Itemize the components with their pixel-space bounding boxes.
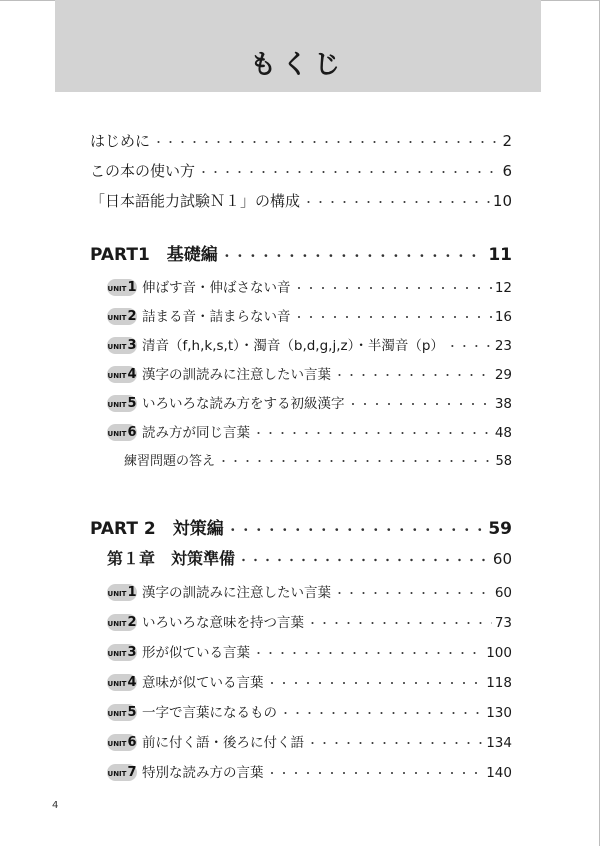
unit-badge-word: UNIT [107,401,127,409]
unit-badge-number: 3 [127,645,137,660]
leader-dots [253,422,492,446]
toc-entry-intro[interactable] [90,128,512,154]
unit-badge-number: 4 [127,367,137,382]
leader-dots [348,393,492,417]
unit-badge-word: UNIT [107,770,127,778]
unit-badge-number: 2 [127,309,137,324]
toc-entry-label: 一字で言葉になるもの [142,705,277,721]
unit-badge [107,366,137,383]
leader-dots [447,335,492,359]
toc-entry-page: 48 [494,425,512,441]
toc-entry-page: 118 [486,675,512,691]
unit-badge-number: 3 [127,338,137,353]
unit-badge-number: 5 [127,396,137,411]
toc-unit-entry[interactable] [107,641,512,665]
toc-part-heading[interactable] [90,515,512,543]
leader-dots [280,702,483,726]
toc-unit-entry[interactable] [107,363,512,387]
toc-entry-label: いろいろな読み方をする初級漢字 [142,396,345,412]
leader-dots [227,516,486,544]
toc-part-heading[interactable] [90,241,512,269]
unit-badge-word: UNIT [107,343,127,351]
toc-entry-page: 58 [495,454,512,469]
toc-entry-label: 伸ばす音・伸ばさない音 [142,280,291,296]
unit-badge [107,584,137,601]
toc-entry-exam-structure[interactable] [90,188,512,214]
toc-entry-page: 12 [494,280,512,296]
toc-unit-entry[interactable] [107,761,512,785]
toc-entry-how-to-use[interactable] [90,158,512,184]
toc-unit-entry[interactable] [107,334,512,358]
unit-badge-word: UNIT [107,680,127,688]
toc-entry-page: 73 [494,615,512,631]
toc-unit-entry[interactable] [107,421,512,445]
unit-badge [107,704,137,721]
unit-badge-word: UNIT [107,590,127,598]
unit-badge-number: 1 [127,585,137,600]
leader-dots [303,190,490,216]
unit-badge-word: UNIT [107,650,127,658]
toc-entry-page: 134 [486,735,512,751]
leader-dots [218,451,492,473]
toc-entry-answers[interactable] [124,451,512,473]
toc-entry-label: はじめに [90,132,151,150]
toc-unit-entry[interactable] [107,611,512,635]
toc-unit-entry[interactable] [107,671,512,695]
part-heading-page: 59 [488,519,512,539]
toc-entry-label: 練習問題の答え [124,454,216,469]
unit-badge-word: UNIT [107,372,127,380]
leader-dots [307,612,492,636]
toc-entry-label: 読み方が同じ言葉 [142,425,250,441]
unit-badge-number: 6 [127,735,137,750]
unit-badge [107,279,137,296]
unit-badge [107,337,137,354]
leader-dots [238,548,490,574]
unit-badge-number: 5 [127,705,137,720]
unit-badge [107,614,137,631]
toc-entry-label: いろいろな意味を持つ言葉 [142,615,304,631]
part-heading-label: PART1 基礎編 [90,245,218,265]
unit-badge-word: UNIT [107,710,127,718]
unit-badge [107,674,137,691]
unit-badge-number: 6 [127,425,137,440]
leader-dots [267,762,484,786]
toc-entry-label: この本の使い方 [90,162,196,180]
title-banner [55,0,541,92]
chapter-heading-label: 第１章 対策準備 [107,549,236,568]
toc-entry-page: 100 [486,645,512,661]
toc-unit-entry[interactable] [107,731,512,755]
toc-chapter-heading[interactable] [107,546,512,572]
unit-badge-word: UNIT [107,285,127,293]
toc-unit-entry[interactable] [107,305,512,329]
unit-badge-number: 1 [127,280,137,295]
toc-unit-entry[interactable] [107,701,512,725]
toc-entry-label: 詰まる音・詰まらない音 [142,309,291,325]
toc-entry-label: 漢字の訓読みに注意したい言葉 [142,367,331,383]
toc-entry-page: 16 [494,309,512,325]
toc-unit-entry[interactable] [107,581,512,605]
unit-badge [107,395,137,412]
toc-entry-label: 「日本語能力試験Ｎ１」の構成 [90,192,301,210]
toc-entry-page: 6 [502,162,512,180]
leader-dots [294,277,492,301]
toc-unit-entry[interactable] [107,392,512,416]
chapter-heading-page: 60 [492,550,512,568]
toc-entry-page: 130 [486,705,512,721]
unit-badge [107,308,137,325]
toc-unit-entry[interactable] [107,276,512,300]
page-title: もくじ [249,50,346,80]
unit-badge [107,734,137,751]
leader-dots [334,582,492,606]
toc-entry-label: 漢字の訓読みに注意したい言葉 [142,585,331,601]
leader-dots [153,130,499,156]
leader-dots [267,672,484,696]
toc-entry-page: 140 [486,765,512,781]
toc-entry-label: 意味が似ている言葉 [142,675,264,691]
leader-dots [253,642,483,666]
toc-entry-page: 38 [494,396,512,412]
unit-badge-number: 2 [127,615,137,630]
unit-badge-word: UNIT [107,620,127,628]
unit-badge-number: 7 [127,765,137,780]
toc-entry-page: 10 [492,192,512,210]
leader-dots [294,306,492,330]
part-heading-page: 11 [488,245,512,265]
unit-badge-word: UNIT [107,740,127,748]
part-heading-label: PART 2 対策編 [90,519,224,539]
toc-entry-label: 前に付く語・後ろに付く語 [142,735,304,751]
unit-badge-number: 4 [127,675,137,690]
leader-dots [198,160,499,186]
toc-entry-page: 2 [502,132,512,150]
toc-entry-page: 29 [494,367,512,383]
unit-badge-word: UNIT [107,430,127,438]
leader-dots [221,242,486,270]
toc-entry-label: 形が似ている言葉 [142,645,250,661]
unit-badge [107,424,137,441]
toc-entry-label: 清音（f,h,k,s,t）・濁音（b,d,g,j,z）・半濁音（p） [142,338,444,354]
leader-dots [307,732,483,756]
unit-badge [107,644,137,661]
page-number: 4 [52,800,59,811]
leader-dots [334,364,492,388]
toc-entry-page: 23 [494,338,512,354]
unit-badge [107,764,137,781]
unit-badge-word: UNIT [107,314,127,322]
toc-entry-page: 60 [494,585,512,601]
toc-entry-label: 特別な読み方の言葉 [142,765,264,781]
